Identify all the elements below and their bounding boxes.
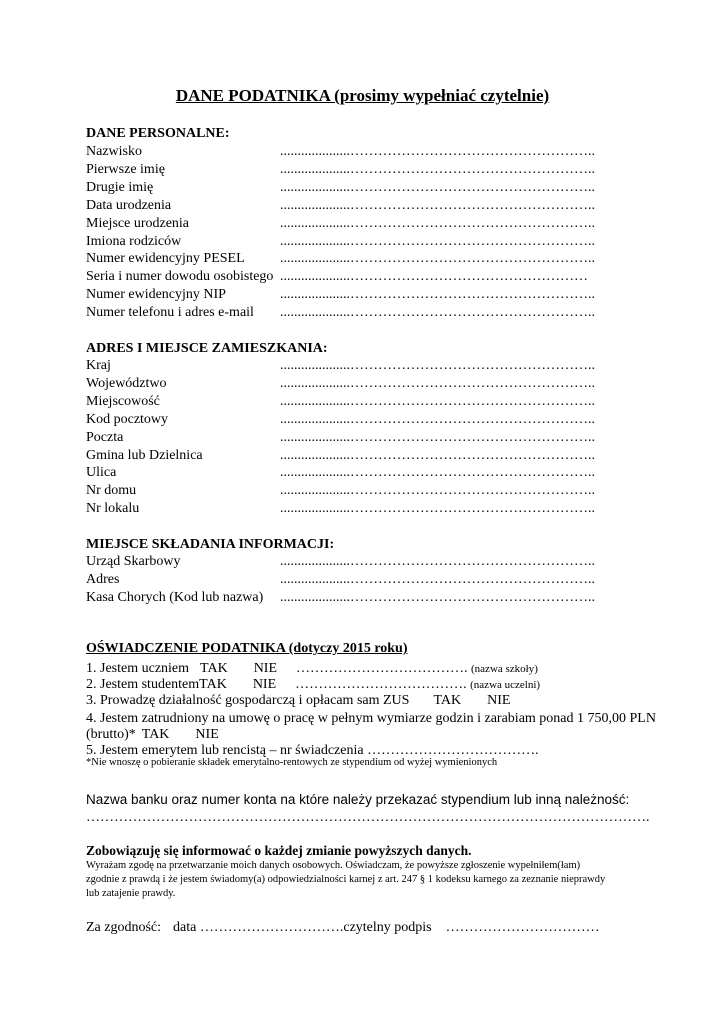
form-row: [86, 268, 586, 286]
field-label: Kraj: [86, 358, 111, 373]
declaration-3-text: 3. Prowadzę działalność gospodarczą i opłacam sam ZUS: [86, 693, 410, 708]
field-dotted-line[interactable]: ....................……………………………………………..: [280, 144, 595, 159]
field-label: Nazwisko: [86, 144, 142, 159]
declaration-1-text: 1. Jestem uczniem: [86, 661, 190, 676]
declaration-1-no[interactable]: NIE: [253, 661, 278, 676]
page-title: DANE PODATNIKA (prosimy wypełniać czytelnie): [175, 86, 550, 105]
form-row: [86, 447, 595, 465]
field-dotted-line[interactable]: ....................……………………………………………..: [280, 287, 595, 303]
field-dotted-line[interactable]: ....................……………………………………………..: [280, 483, 595, 499]
field-dotted-line[interactable]: ....................……………………………………………..: [280, 358, 595, 373]
field-dotted-line[interactable]: ....................……………………………………………..: [280, 501, 595, 517]
form-row: [86, 250, 595, 268]
field-dotted-line[interactable]: ....................……………………………………………..: [280, 429, 595, 445]
signature-sign-dots[interactable]: ……………………………: [445, 920, 600, 935]
form-row: [86, 215, 595, 233]
form-row: [86, 429, 595, 447]
field-dotted-line[interactable]: ....................……………………………………………..: [280, 411, 595, 427]
field-dotted-line[interactable]: ....................……………………………………………..: [280, 161, 595, 177]
field-label: Pierwsze imię: [86, 161, 165, 177]
form-row: [86, 482, 595, 500]
commitment-text-2: zgodnie z prawdą i że jestem świadomy(a) odpowiedzialności karnej z art. 247 § 1 kodeksu karnego za zeznanie nieprawdy: [86, 874, 606, 885]
field-label: Imiona rodziców: [86, 233, 182, 249]
field-label: Numer ewidencyjny NIP: [86, 287, 226, 303]
field-dotted-line[interactable]: ....................……………………………………………..: [280, 447, 595, 463]
field-label: Kasa Chorych (Kod lub nazwa): [86, 590, 264, 605]
commitment-text-3: lub zatajenie prawdy.: [86, 888, 176, 899]
declaration-5-text: 5. Jestem emerytem lub rencistą – nr świadczenia: [86, 743, 364, 758]
declaration-5-dots[interactable]: ……………………………….: [367, 743, 539, 758]
field-dotted-line[interactable]: ....................……………………………………………: [280, 269, 588, 285]
declaration-2-hint: (nazwa uczelni): [470, 679, 541, 691]
signature-prefix: Za zgodność:: [86, 920, 162, 935]
field-label: Data urodzenia: [86, 197, 172, 213]
form-row: [86, 464, 595, 482]
field-label: Seria i numer dowodu osobistego: [86, 269, 274, 285]
field-dotted-line[interactable]: ....................……………………………………………..: [280, 375, 595, 391]
field-dotted-line[interactable]: ....................……………………………………………..: [280, 590, 595, 605]
field-label: Urząd Skarbowy: [86, 554, 181, 569]
declaration-line-3: [86, 692, 510, 710]
declaration-2-text: 2. Jestem studentem: [86, 677, 200, 692]
declaration-1-hint: (nazwa szkoły): [471, 663, 538, 675]
field-dotted-line[interactable]: ....................……………………………………………..: [280, 197, 595, 213]
field-label: Numer telefonu i adres e-mail: [86, 305, 254, 321]
declaration-4-text: 4. Jestem zatrudniony na umowę o pracę w pełnym wymiarze godzin i zarabiam ponad 1 750,00 PLN: [86, 711, 656, 726]
form-row: [86, 500, 595, 518]
declaration-2-no[interactable]: NIE: [252, 677, 277, 692]
declaration-2-yes[interactable]: TAK: [199, 677, 227, 692]
form-row: [86, 286, 595, 304]
form-row: [86, 143, 595, 161]
form-row: [86, 304, 595, 322]
field-dotted-line[interactable]: ....................……………………………………………..: [280, 233, 595, 249]
signature-date-dots[interactable]: ………………………….: [199, 920, 344, 935]
field-label: Miejsce urodzenia: [86, 215, 190, 231]
commitment-heading: Zobowiązuję się informować o każdej zmianie powyższych danych.: [86, 843, 472, 858]
field-dotted-line[interactable]: ....................……………………………………………..: [280, 554, 595, 569]
declaration-2-dots[interactable]: ……………………………….: [295, 677, 467, 692]
section-heading-personal: DANE PERSONALNE:: [86, 126, 230, 141]
signature-sign-label: czytelny podpis: [343, 920, 432, 935]
field-dotted-line[interactable]: ....................……………………………………………..: [280, 305, 595, 321]
field-label: Kod pocztowy: [86, 411, 169, 427]
field-dotted-line[interactable]: ....................……………………………………………..: [280, 251, 595, 267]
bank-label: Nazwa banku oraz numer konta na które należy przekazać stypendium lub inną należność:: [86, 792, 630, 807]
field-label: Adres: [86, 572, 120, 587]
declaration-4b-text: (brutto)*: [86, 727, 136, 742]
form-row: [86, 589, 595, 607]
form-row: [86, 233, 595, 251]
field-dotted-line[interactable]: ....................……………………………………………..: [280, 215, 595, 231]
field-dotted-line[interactable]: ....................……………………………………………..: [280, 465, 595, 481]
signature-line: [86, 919, 600, 937]
field-label: Ulica: [86, 465, 117, 481]
field-dotted-line[interactable]: ....................……………………………………………..: [280, 393, 595, 409]
declaration-4-no[interactable]: NIE: [195, 727, 219, 742]
field-label: Drugie imię: [86, 179, 154, 195]
form-row: [86, 393, 595, 411]
bank-account-dots[interactable]: ………………………………………………………………………………………………………….: [86, 810, 650, 825]
field-label: Poczta: [86, 429, 124, 445]
form-row: [86, 375, 595, 393]
form-row: [86, 411, 595, 429]
form-row: [86, 571, 595, 589]
field-label: Gmina lub Dzielnica: [86, 447, 203, 463]
form-row: [86, 197, 595, 215]
field-label: Województwo: [86, 375, 167, 391]
form-row: [86, 161, 595, 179]
declaration-4-yes[interactable]: TAK: [141, 727, 170, 742]
section-heading-address: ADRES I MIEJSCE ZAMIESZKANIA:: [86, 341, 328, 356]
form-row: [86, 553, 595, 571]
field-label: Nr domu: [86, 483, 137, 499]
form-row: [86, 357, 595, 375]
commitment-text-1: Wyrażam zgodę na przetwarzanie moich danych osobowych. Oświadczam, że powyższe zgłoszenie wypełniłem(łam): [86, 860, 581, 871]
declaration-1-dots[interactable]: ……………………………….: [296, 661, 468, 676]
field-label: Numer ewidencyjny PESEL: [86, 251, 245, 267]
signature-date-label: data: [173, 920, 197, 935]
field-dotted-line[interactable]: ....................……………………………………………..: [280, 572, 595, 587]
field-dotted-line[interactable]: ....................……………………………………………..: [280, 179, 595, 195]
section-heading-declaration: OŚWIADCZENIE PODATNIKA (dotyczy 2015 roku): [86, 641, 408, 656]
section-heading-place: MIEJSCE SKŁADANIA INFORMACJI:: [86, 537, 335, 552]
declaration-footnote: *Nie wnoszę o pobieranie składek emerytalno-rentowych ze stypendium od wyżej wymienionych: [86, 757, 498, 768]
declaration-3-yes[interactable]: TAK: [433, 693, 462, 708]
form-row: [86, 179, 595, 197]
declaration-1-yes[interactable]: TAK: [200, 661, 228, 676]
field-label: Nr lokalu: [86, 501, 140, 517]
field-label: Miejscowość: [86, 393, 160, 409]
declaration-3-no[interactable]: NIE: [487, 693, 511, 708]
